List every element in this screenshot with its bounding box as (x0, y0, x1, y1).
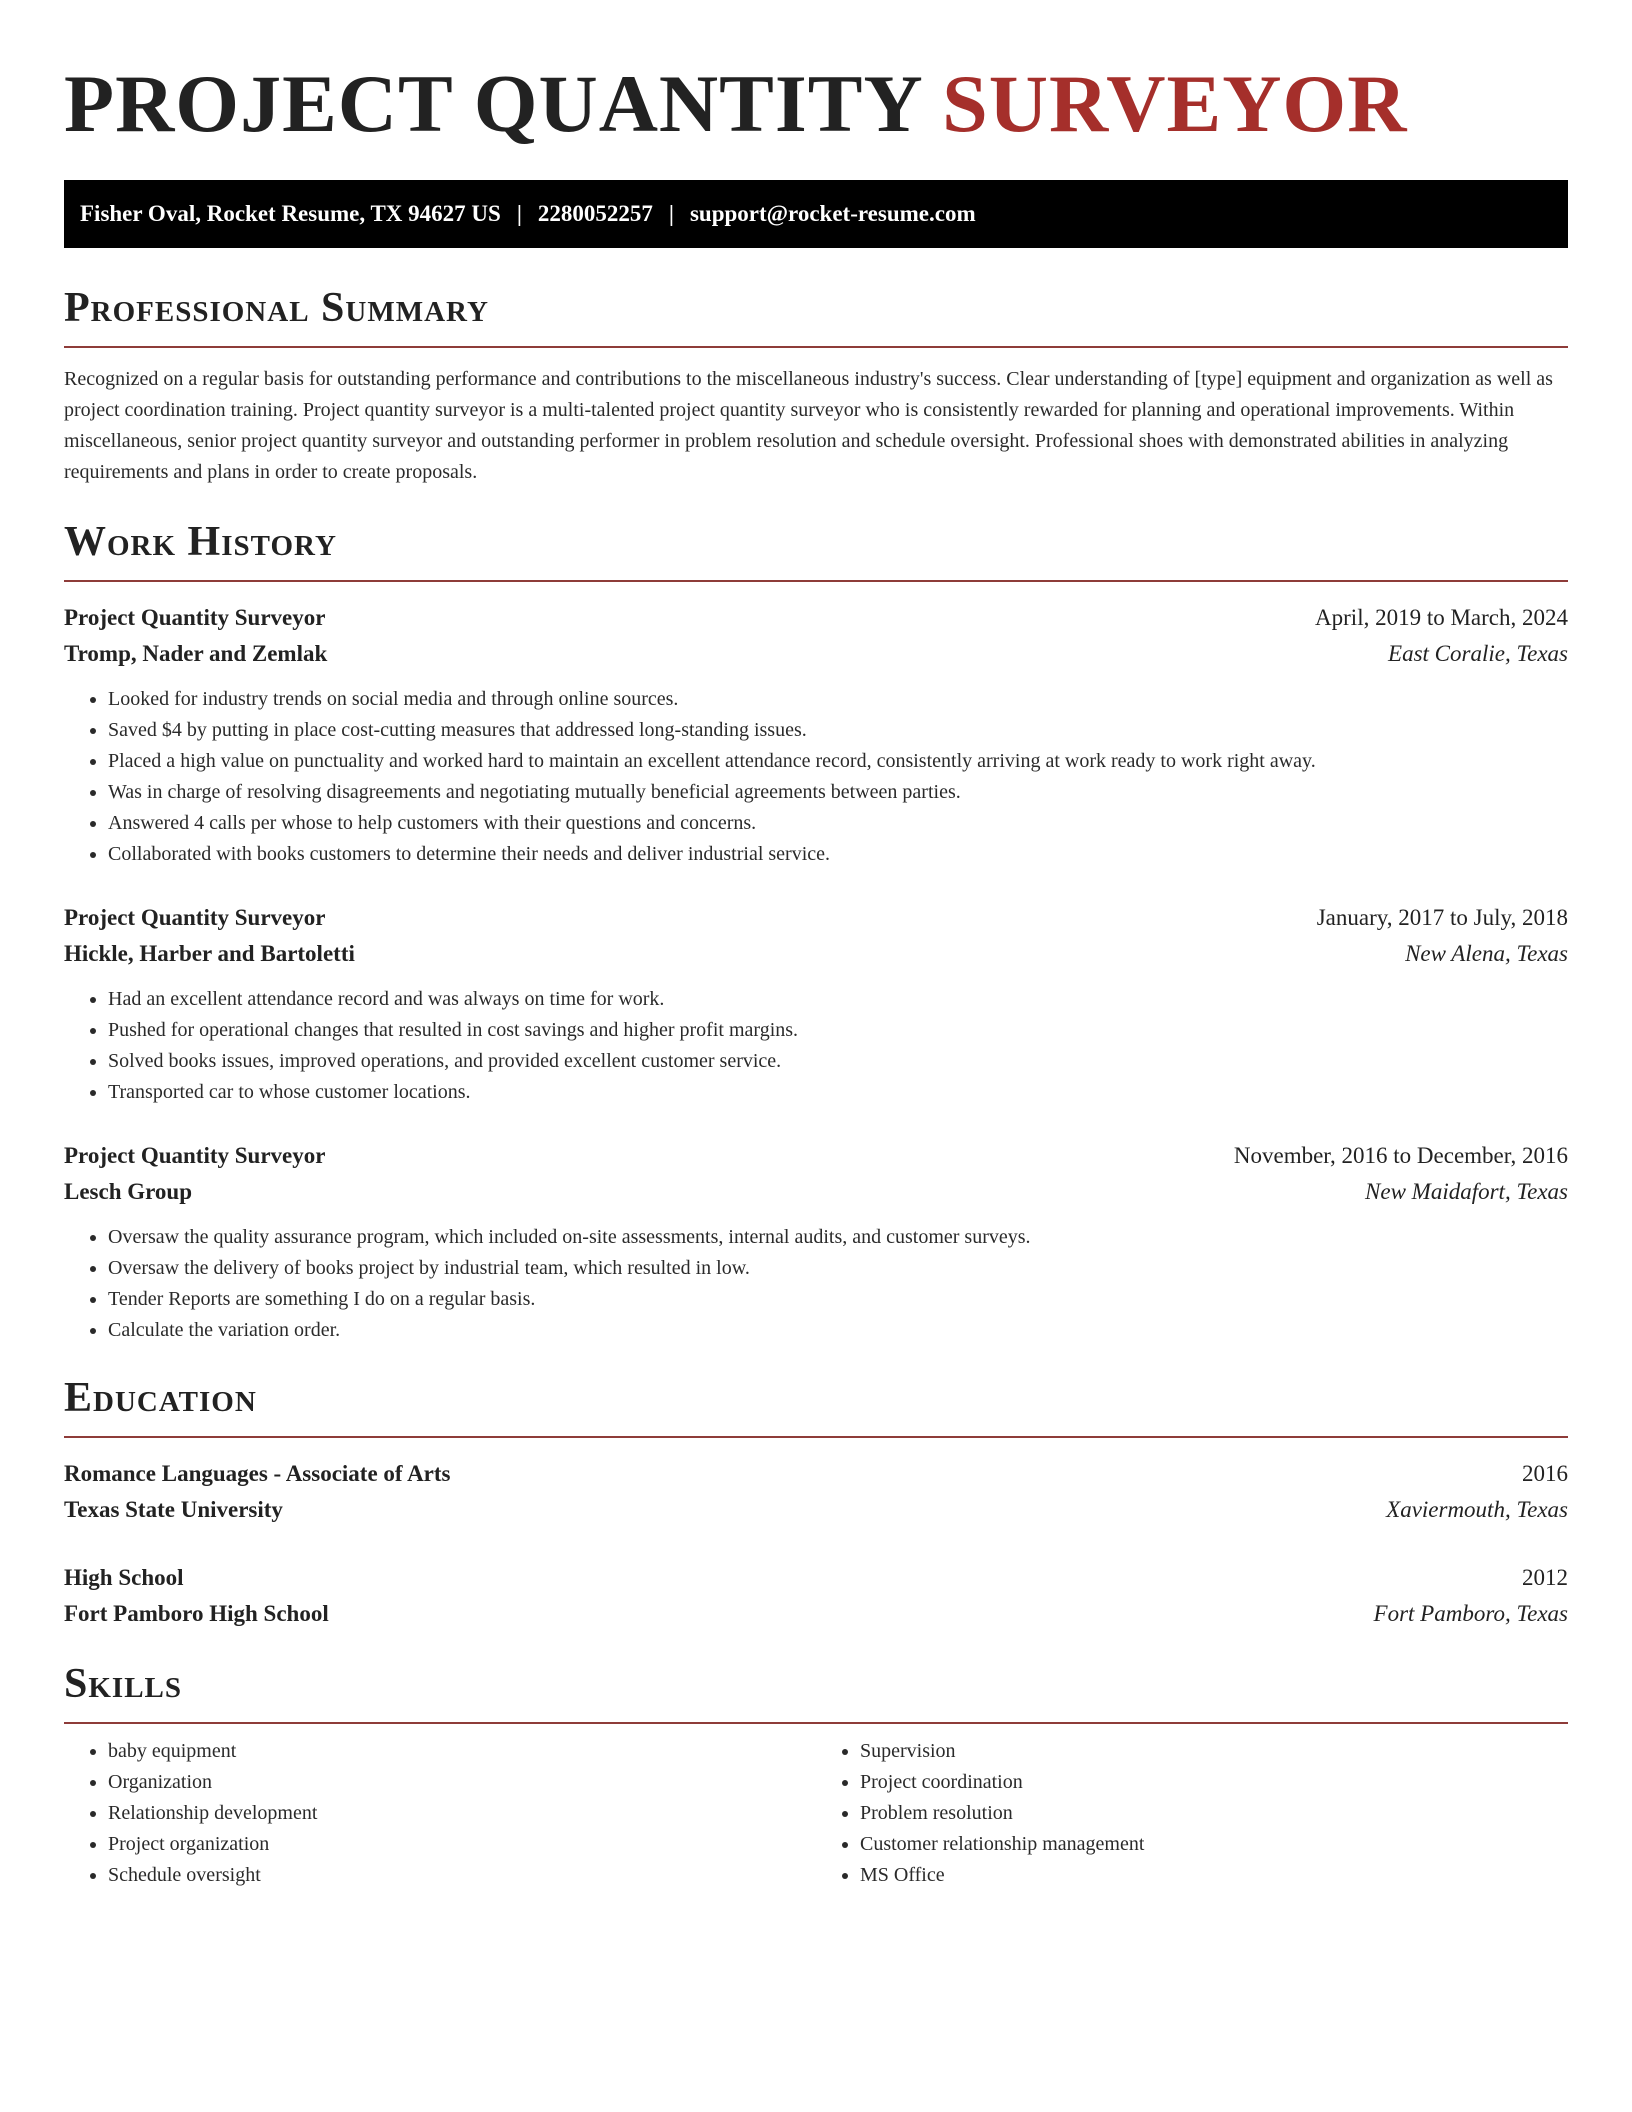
job-entry (64, 1138, 1568, 1346)
skill-item: • Problem resolution (860, 1798, 1568, 1829)
section-divider (64, 1722, 1568, 1724)
education-entry (64, 1456, 1568, 1528)
job-bullet: • Oversaw the quality assurance program, which included on-site assessments, internal audits, and customer surveys. (108, 1222, 1568, 1253)
job-bullet: • Saved $4 by putting in place cost-cutting measures that addressed long-standing issues. (108, 715, 1568, 746)
job-bullet: • Had an excellent attendance record and was always on time for work. (108, 984, 1568, 1015)
education-school: Fort Pamboro High School (64, 1601, 329, 1626)
contact-separator: | (516, 201, 522, 226)
job-company: Hickle, Harber and Bartoletti (64, 941, 355, 966)
education-entry (64, 1560, 1568, 1632)
title-main: PROJECT QUANTITY (64, 58, 921, 149)
skill-item: • Relationship development (108, 1798, 816, 1829)
job-dates: April, 2019 to March, 2024 (1315, 605, 1568, 630)
skill-item: • MS Office (860, 1860, 1568, 1891)
section-heading-summary: Professional Summary (64, 285, 489, 331)
job-location: East Coralie, Texas (1388, 641, 1568, 666)
job-bullet: • Oversaw the delivery of books project by industrial team, which resulted in low. (108, 1253, 1568, 1284)
skill-item: • Schedule oversight (108, 1860, 816, 1891)
skill-item: • Customer relationship management (860, 1829, 1568, 1860)
job-bullet: • Was in charge of resolving disagreements and negotiating mutually beneficial agreements between parties. (108, 777, 1568, 808)
education-school: Texas State University (64, 1497, 283, 1522)
job-bullet: • Looked for industry trends on social media and through online sources. (108, 684, 1568, 715)
job-bullet: • Placed a high value on punctuality and worked hard to maintain an excellent attendance record, consistently arriving at work ready to work right away. (108, 746, 1568, 777)
contact-phone: 2280052257 (537, 201, 653, 226)
skill-item: • Supervision (860, 1736, 1568, 1767)
job-title: Project Quantity Surveyor (64, 905, 326, 930)
education-location: Fort Pamboro, Texas (1373, 1601, 1568, 1626)
education-location: Xaviermouth, Texas (1386, 1497, 1568, 1522)
job-bullet: • Transported car to whose customer locations. (108, 1077, 1568, 1108)
job-entry (64, 600, 1568, 870)
section-divider (64, 346, 1568, 348)
section-divider (64, 580, 1568, 582)
job-bullet: • Answered 4 calls per whose to help customers with their questions and concerns. (108, 808, 1568, 839)
job-title: Project Quantity Surveyor (64, 1143, 326, 1168)
education-section (64, 1372, 1568, 1632)
skills-list-right (816, 1736, 1568, 1891)
job-bullet: • Collaborated with books customers to determine their needs and deliver industrial service. (108, 839, 1568, 870)
education-year: 2016 (1522, 1461, 1568, 1486)
education-degree: Romance Languages - Associate of Arts (64, 1461, 451, 1486)
job-dates: January, 2017 to July, 2018 (1316, 905, 1568, 930)
job-entry (64, 900, 1568, 1108)
contact-address: Fisher Oval, Rocket Resume, TX 94627 US (80, 201, 501, 226)
job-bullet: • Pushed for operational changes that resulted in cost savings and higher profit margins. (108, 1015, 1568, 1046)
education-year: 2012 (1522, 1565, 1568, 1590)
education-degree: High School (64, 1565, 184, 1590)
contact-bar (64, 180, 1568, 248)
job-location: New Alena, Texas (1405, 941, 1568, 966)
summary-section (64, 282, 1568, 488)
skills-columns (64, 1736, 1568, 1891)
work-history-section (64, 516, 1568, 1346)
skills-section (64, 1658, 1568, 1891)
job-bullets (64, 1222, 1568, 1346)
section-heading-education: Education (64, 1375, 257, 1421)
job-bullet: • Tender Reports are something I do on a regular basis. (108, 1284, 1568, 1315)
job-bullet: • Solved books issues, improved operations, and provided excellent customer service. (108, 1046, 1568, 1077)
contact-separator: | (668, 201, 674, 226)
job-company: Lesch Group (64, 1179, 193, 1204)
job-location: New Maidafort, Texas (1365, 1179, 1568, 1204)
job-company: Tromp, Nader and Zemlak (64, 641, 328, 666)
skill-item: • Project organization (108, 1829, 816, 1860)
job-title: Project Quantity Surveyor (64, 605, 326, 630)
job-dates: November, 2016 to December, 2016 (1233, 1143, 1568, 1168)
job-bullets (64, 684, 1568, 870)
section-heading-work-history: Work History (64, 519, 337, 565)
job-bullets (64, 984, 1568, 1108)
contact-email: support@rocket-resume.com (689, 201, 976, 226)
resume-title (64, 56, 1568, 152)
skill-item: • baby equipment (108, 1736, 816, 1767)
skills-list-left (64, 1736, 816, 1891)
title-accent: SURVEYOR (942, 58, 1408, 149)
section-heading-skills: Skills (64, 1661, 183, 1707)
summary-text: Recognized on a regular basis for outstanding performance and contributions to the miscellaneous industry's success. Clear understanding of [type] equipment and organization as well as project coordination training. Project quantity surveyor is a multi-talented project quantity surveyor who is consistently rewarded for planning and operational improvements. Within miscellaneous, senior project quantity surveyor and outstanding performer in problem resolution and schedule oversight. Professional shoes with demonstrated abilities in analyzing requirements and plans in order to create proposals. (64, 368, 1553, 483)
skill-item: • Project coordination (860, 1767, 1568, 1798)
job-bullet: • Calculate the variation order. (108, 1315, 1568, 1346)
skill-item: • Organization (108, 1767, 816, 1798)
section-divider (64, 1436, 1568, 1438)
